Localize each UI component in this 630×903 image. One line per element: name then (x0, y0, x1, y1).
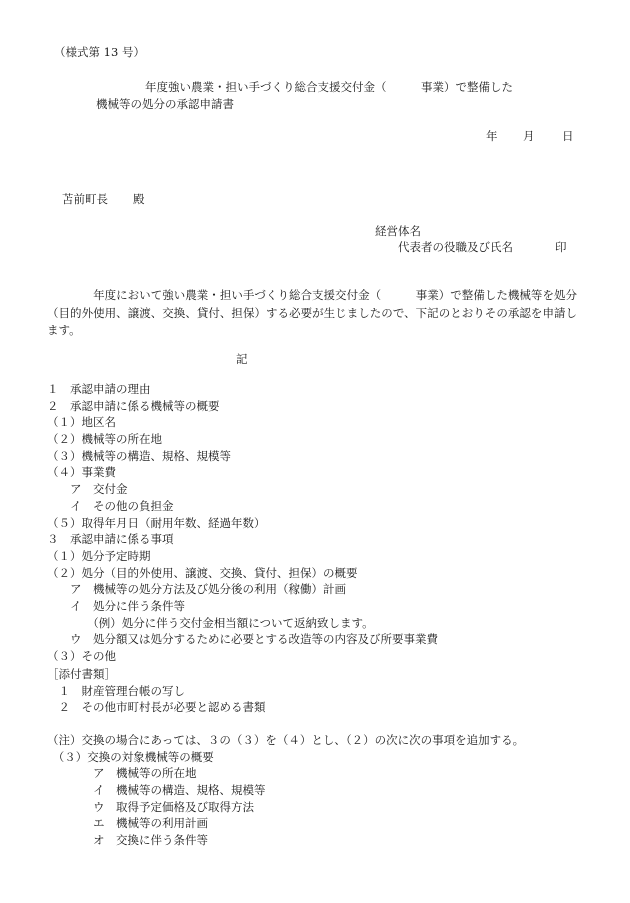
note-line: ア 機械等の所在地 (47, 766, 197, 781)
list-item: （３）その他 (47, 649, 116, 663)
attachments-heading: ［添付書類］ (47, 667, 116, 681)
note-line: ウ 取得予定価格及び取得方法 (47, 799, 254, 814)
list-item: （２）処分（目的外使用、譲渡、交換、貸付、担保）の概要 (47, 565, 358, 580)
date-year: 年 (486, 129, 498, 143)
list-item: １ 承認申請の理由 (47, 382, 151, 396)
attachment-item: １ 財産管理台帳の写し (47, 683, 185, 698)
seal-mark: 印 (555, 240, 567, 254)
note-line: エ 機械等の利用計画 (47, 816, 208, 831)
list-item: （２）機械等の所在地 (47, 432, 162, 447)
form-number: （様式第 13 号） (54, 45, 145, 59)
list-item: ウ 処分額又は処分するために必要とする改造等の内容及び所要事業費 (47, 632, 438, 647)
note-section (47, 732, 524, 849)
attachments (47, 666, 266, 716)
list-item: イ 処分に伴う条件等 (47, 598, 185, 613)
date-month: 月 (523, 129, 535, 143)
list-item: （１）処分予定時期 (47, 548, 151, 563)
list-item: （４）事業費 (47, 465, 116, 480)
application-body-text: 年度において強い農業・担い手づくり総合支援交付金（ 事業）で整備した機械等を処分（目的外使用、譲渡、交換、貸付、担保）する必要が生じましたので、下記のとおりその承認を申請します。 (47, 288, 577, 337)
entity-name-label: 経営体名 (375, 224, 421, 238)
representative-label: 代表者の役職及び氏名 (398, 240, 513, 254)
title-line-2: 機械等の処分の承認申請書 (96, 97, 234, 111)
note-line: イ 機械等の構造、規格、規模等 (47, 783, 266, 798)
list-item: ア 交付金 (47, 482, 128, 497)
note-line: （３）交換の対象機械等の概要 (47, 749, 214, 764)
note-line: （注）交換の場合にあっては、３の（３）を（４）とし、（２）の次に次の事項を追加する。 (47, 733, 525, 747)
list-item: （例）処分に伴う交付金相当額について返納致します。 (47, 615, 374, 630)
list-item: ３ 承認申請に係る事項 (47, 532, 174, 547)
list-item: イ その他の負担金 (47, 498, 174, 513)
list-item: （１）地区名 (47, 415, 116, 430)
list-item: ２ 承認申請に係る機械等の概要 (47, 398, 220, 413)
item-list (47, 381, 438, 665)
title-line-1: 年度強い農業・担い手づくり総合支援交付金（ 事業）で整備した (145, 80, 513, 94)
note-line: オ 交換に伴う条件等 (47, 833, 208, 848)
list-item: ア 機械等の処分方法及び処分後の利用（稼働）計画 (47, 582, 346, 597)
ki-heading: 記 (236, 352, 248, 366)
list-item: （５）取得年月日（耐用年数、経過年数） (47, 515, 266, 530)
date-day: 日 (562, 129, 574, 143)
addressee-name: 苫前町長 (62, 192, 108, 206)
attachment-item: ２ その他市町村長が必要と認める書類 (47, 700, 266, 715)
addressee-honorific: 殿 (133, 192, 145, 206)
list-item: （３）機械等の構造、規格、規模等 (47, 448, 231, 463)
